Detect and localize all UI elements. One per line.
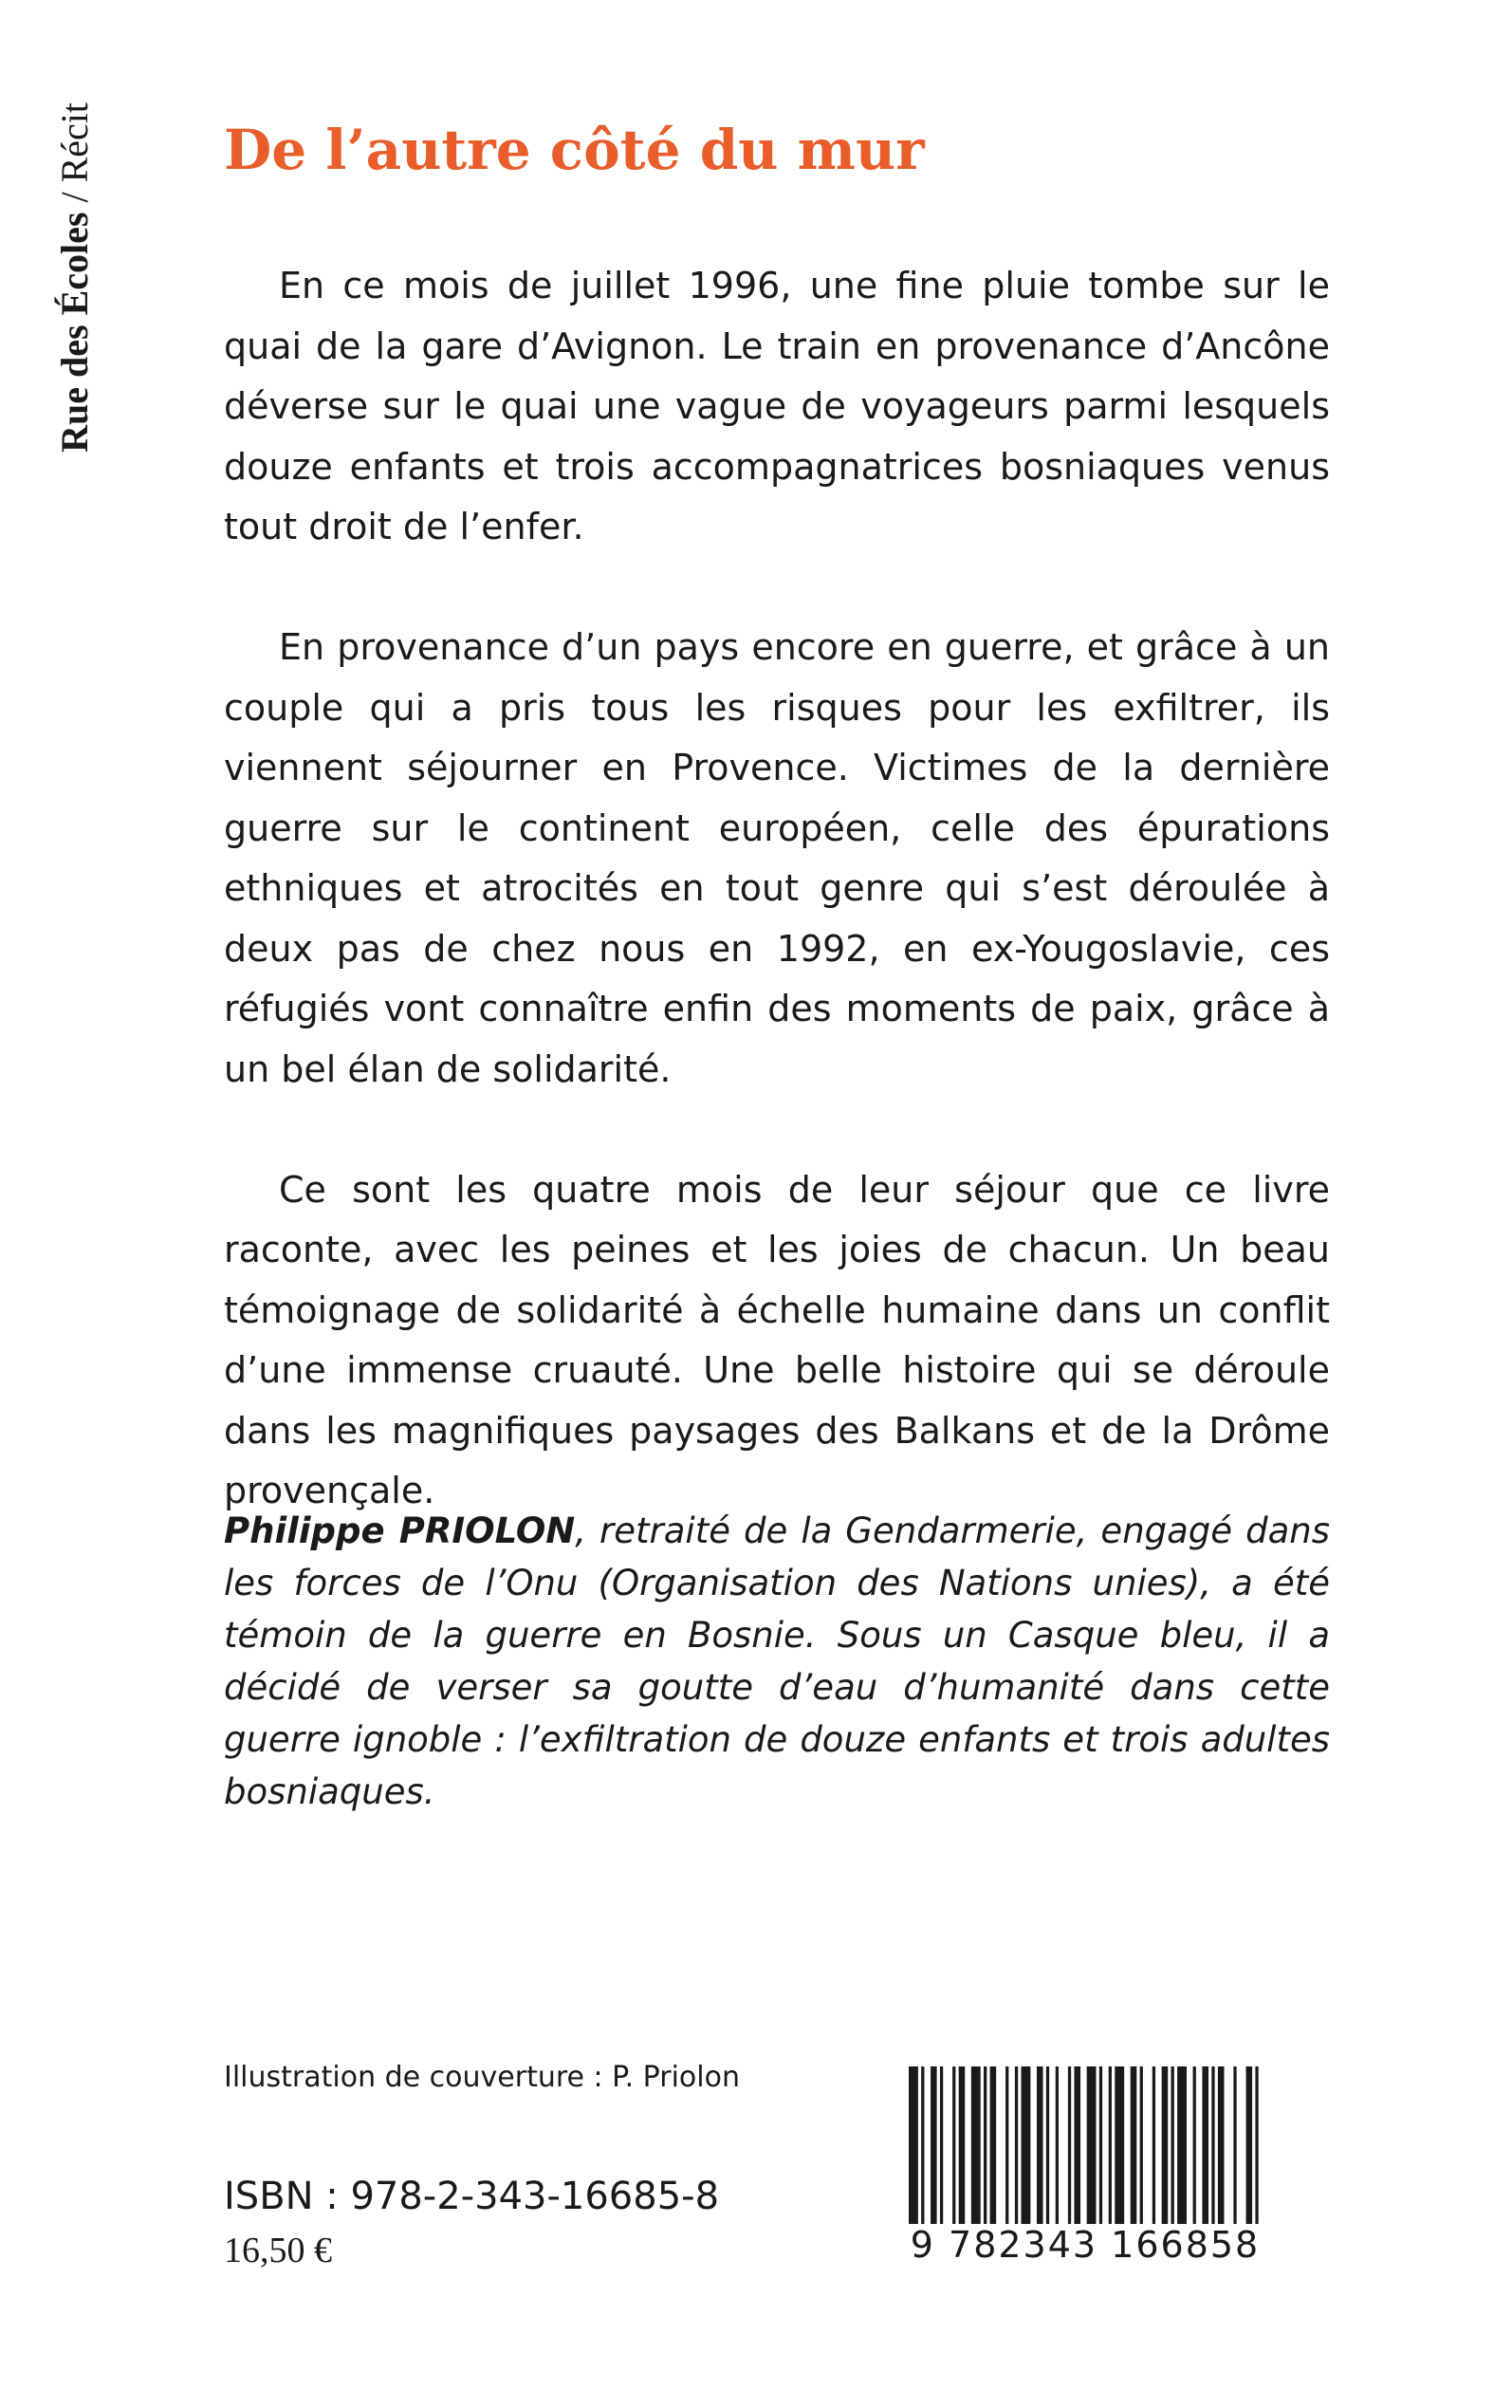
barcode-bar bbox=[1177, 2066, 1187, 2226]
author-name: Philippe PRIOLON bbox=[224, 1510, 576, 1551]
barcode-bar bbox=[940, 2066, 943, 2226]
barcode-bar bbox=[1068, 2066, 1071, 2226]
barcode-bar bbox=[959, 2066, 966, 2226]
blurb-paragraph-3: Ce sont les quatre mois de leur séjour que ce livre raconte, avec les peines et les joies de chacun. Un beau témoignage de solidarité à échelle humaine dans un conflit d’une immense cruauté. Une belle histoire qui se déroule dans les magnifiques paysages des Balkans et de la Drôme provençale. bbox=[224, 1168, 1330, 1511]
barcode-bar bbox=[1131, 2066, 1137, 2226]
barcode-bar bbox=[952, 2066, 955, 2226]
barcode-bar bbox=[1046, 2066, 1049, 2226]
barcode-bar bbox=[1193, 2066, 1196, 2226]
barcode bbox=[895, 2066, 1275, 2279]
barcode-bar bbox=[1015, 2066, 1018, 2226]
price: 16,50 € bbox=[224, 2231, 332, 2270]
barcode-bar bbox=[984, 2066, 986, 2226]
barcode-bar bbox=[990, 2066, 997, 2226]
barcode-bar bbox=[1005, 2066, 1008, 2226]
barcode-bar bbox=[1087, 2066, 1097, 2226]
blurb-paragraph-1: En ce mois de juillet 1996, une fine pluie tombe sur le quai de la gare d’Avignon. Le train en provenance d’Ancône déverse sur le quai une vague de voyageurs parmi lesquels douze enfants et trois accompagnatrices bosniaques venus tout droit de l’enfer. bbox=[224, 265, 1330, 547]
genre-label: Récit bbox=[52, 102, 96, 183]
barcode-bar bbox=[1115, 2066, 1124, 2226]
book-title: De l’autre côté du mur bbox=[224, 118, 925, 182]
barcode-bar bbox=[1233, 2066, 1236, 2226]
barcode-bar bbox=[1037, 2066, 1043, 2226]
author-bio bbox=[224, 1505, 1330, 1818]
barcode-bar bbox=[1218, 2066, 1225, 2226]
barcode-bar bbox=[1202, 2066, 1208, 2226]
author-bio-text: , retraité de la Gendarmerie, engagé dans les forces de l’Onu (Organisation des Nations unies), a été témoin de la guerre en Bosnie. Sous un Casque bleu, il a décidé de verser sa goutte d’eau d’humanité dans cette guerre ignoble : l’exfiltration de douze enfants et trois adultes bosniaques. bbox=[224, 1510, 1330, 1812]
isbn: ISBN : 978-2-343-16685-8 bbox=[224, 2175, 720, 2218]
blurb-paragraph-2: En provenance d’un pays encore en guerre, et grâce à un couple qui a pris tous les risques pour les exfiltrer, ils viennent séjourner en Provence. Victimes de la dernière guerre sur le continent européen, celle des épurations ethniques et atrocités en tout genre qui s’est déroulée à deux pas de chez nous en 1992, en ex-Yougoslavie, ces réfugiés vont connaître enfin des moments de paix, grâce à un bel élan de solidarité. bbox=[224, 626, 1330, 1090]
barcode-bar bbox=[931, 2066, 937, 2226]
barcode-digits: 9 782343 166858 bbox=[895, 2224, 1275, 2266]
illustration-credit: Illustration de couverture : P. Priolon bbox=[224, 2061, 740, 2094]
barcode-bar bbox=[1074, 2066, 1080, 2226]
spine-label bbox=[46, 102, 102, 558]
barcode-bar bbox=[1109, 2066, 1112, 2226]
barcode-bar bbox=[1255, 2066, 1258, 2226]
blurb bbox=[224, 256, 1330, 1582]
barcode-bar bbox=[1152, 2066, 1155, 2226]
barcode-bar bbox=[1246, 2066, 1253, 2226]
barcode-bar bbox=[1099, 2066, 1102, 2226]
barcode-bar bbox=[1056, 2066, 1059, 2226]
barcode-bar bbox=[1171, 2066, 1174, 2226]
spine-separator: / bbox=[52, 192, 96, 203]
barcode-bar bbox=[1211, 2066, 1214, 2226]
series-name: Rue des Écoles bbox=[52, 212, 96, 453]
barcode-bar bbox=[1162, 2066, 1169, 2226]
barcode-bar bbox=[1140, 2066, 1143, 2226]
barcode-bar bbox=[971, 2066, 981, 2226]
barcode-bar bbox=[1022, 2066, 1031, 2226]
